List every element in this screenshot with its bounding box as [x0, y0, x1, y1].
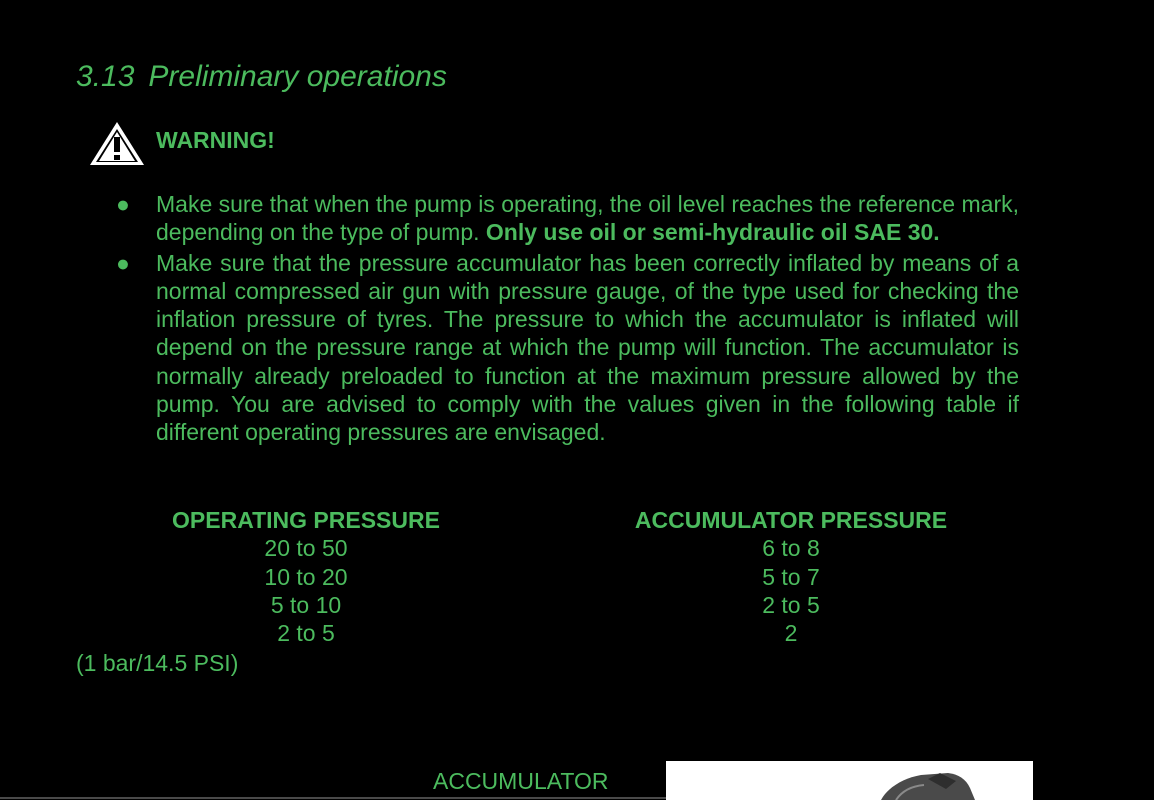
list-item: [116, 249, 1019, 447]
warning-label: WARNING!: [156, 127, 275, 153]
bullet-emphasis: Only use oil or semi-hydraulic oil SAE 30.: [485, 219, 940, 246]
figure-label: ACCUMULATOR: [433, 768, 609, 794]
accumulator-drawing-icon: [666, 761, 1033, 800]
section-heading: [76, 60, 447, 94]
list-item: [116, 190, 1019, 247]
operating-pressure-column: [160, 506, 452, 647]
bullet-icon: ●: [116, 249, 130, 276]
table-cell: 10 to 20: [264, 563, 348, 590]
table-cell: 5 to 10: [270, 591, 342, 618]
bullet-text: Make sure that the pressure accumulator has been correctly inflated by means of a normal compressed air gun with pressure gauge, of the type used for checking the inflation pressure of tyres. The pressure to which the accumulator is inflated will depend on the pressure range at which the pump will function. The accumulator is normally already preloaded to function at the maximum pressure allowed by the pump. You are advised to comply with the values given in the following table if different operating pressures are envisaged.: [156, 249, 1019, 446]
table-cell: 2: [784, 620, 798, 647]
accumulator-pressure-column: [622, 506, 960, 647]
table-cell: 6 to 8: [762, 535, 820, 562]
column-header: OPERATING PRESSURE: [172, 507, 440, 533]
table-cell: 2 to 5: [762, 591, 820, 618]
instruction-list: [116, 190, 1019, 449]
bullet-icon: ●: [116, 191, 130, 217]
unit-note: (1 bar/14.5 PSI): [76, 650, 239, 676]
accumulator-figure: [666, 761, 1033, 800]
divider: [0, 797, 666, 799]
column-header: ACCUMULATOR PRESSURE: [634, 507, 948, 533]
bullet-text: Make sure that when the pump is operating, the oil level reaches the reference mark, depending on the type of pump.: [156, 191, 1019, 246]
table-cell: 2 to 5: [277, 620, 335, 647]
section-number: 3.13: [76, 60, 135, 93]
table-cell: 5 to 7: [762, 563, 820, 590]
table-cell: 20 to 50: [264, 535, 348, 562]
warning-triangle-icon: [88, 120, 146, 167]
section-title: Preliminary operations: [148, 60, 447, 93]
